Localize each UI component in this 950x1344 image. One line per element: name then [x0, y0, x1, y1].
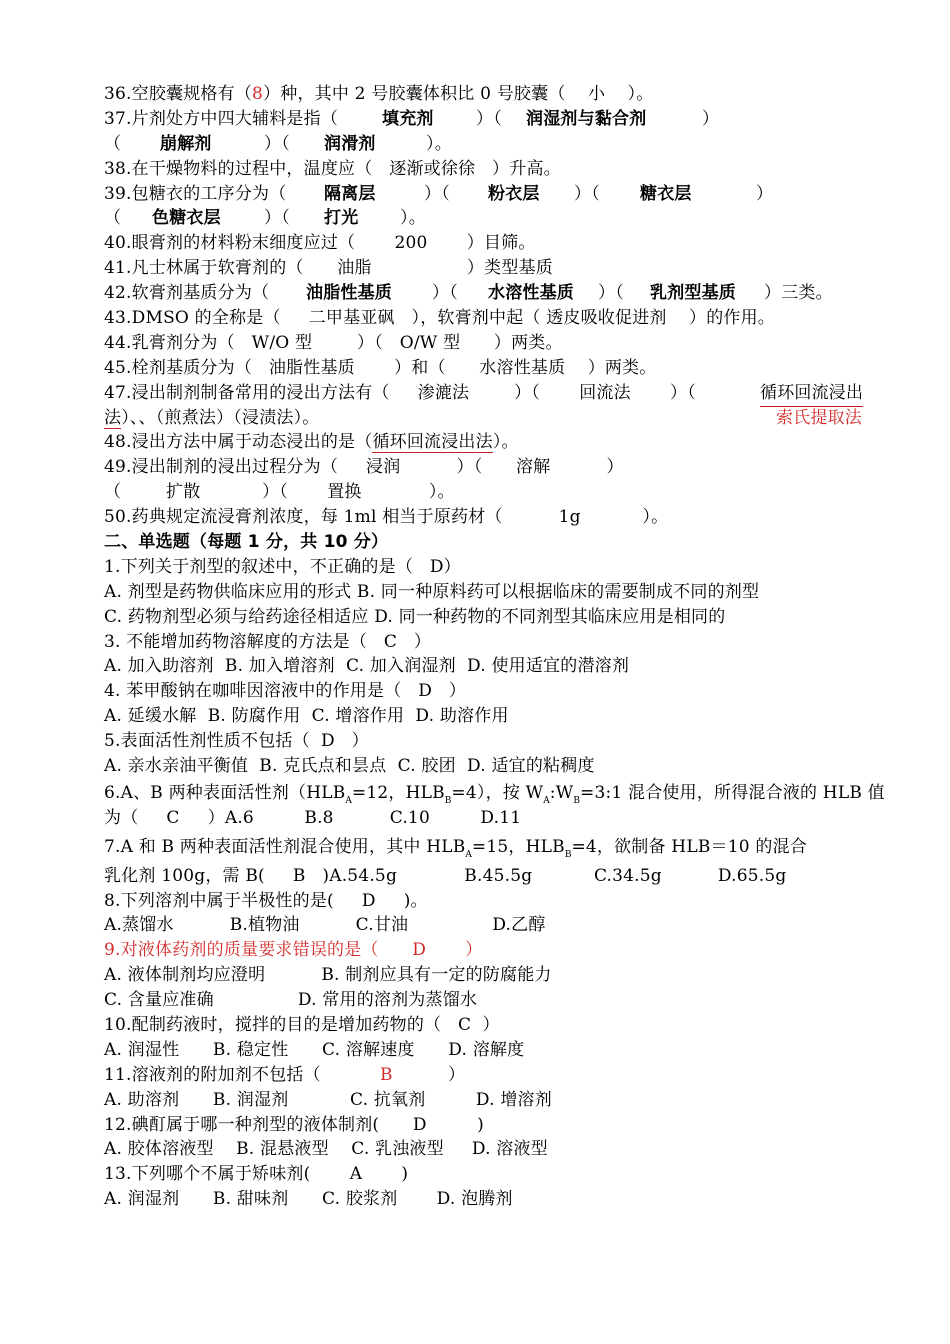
q49: 49.浸出制剂的浸出过程分为（ 浸润 ）（ 溶解 ） [104, 457, 624, 478]
q36: 36.空胶囊规格有（8）种，其中 2 号胶囊体积比 0 号胶囊（ 小 ）。 [104, 84, 654, 104]
answer: 色糖衣层 [152, 208, 221, 229]
answer: B [380, 1064, 393, 1085]
answer: 乳剂型基质 [650, 283, 736, 304]
s12-question: 12.碘酊属于哪一种剂型的液体制剂( D ) [104, 1114, 484, 1135]
q39: 39.包糖衣的工序分为（ 隔离层 ）（ 粉衣层 ）（ 糖衣层 ） [104, 182, 904, 207]
s9-options-2: C. 含量应准确 D. 常用的溶剂为蒸馏水 [104, 990, 478, 1011]
answer: 糖衣层 [640, 183, 692, 204]
answer: 润滑剂 [324, 133, 376, 154]
s5-question: 5.表面活性剂性质不包括（ D ） [104, 731, 369, 752]
s1-question: 1.下列关于剂型的叙述中，不正确的是（ D） [104, 556, 461, 577]
s13-options: A. 润湿剂 B. 甜味剂 C. 胶浆剂 D. 泡腾剂 [104, 1189, 513, 1210]
answer: 油脂性基质 [306, 283, 392, 304]
s10-question: 10.配制药液时，搅拌的目的是增加药物的（ C ） [104, 1014, 500, 1035]
annotation-underline: 循环回流浸出 [760, 381, 863, 407]
document-body [104, 82, 904, 1212]
answer: 打光 [324, 208, 359, 229]
s1-options-2: C. 药物剂型必须与给药途径相适应 D. 同一种药物的不同剂型其临床应用是相同的 [104, 606, 726, 627]
s4-options: A. 延缓水解 B. 防腐作用 C. 增溶作用 D. 助溶作用 [104, 706, 509, 727]
s5-options: A. 亲水亲油平衡值 B. 克氏点和昙点 C. 胶团 D. 适宜的粘稠度 [104, 756, 595, 777]
s3-options: A. 加入助溶剂 B. 加入增溶剂 C. 加入润湿剂 D. 使用适宜的潜溶剂 [104, 656, 630, 677]
section-title-single-choice: 二、单选题（每题 1 分，共 10 分） [104, 532, 389, 553]
s7-options: 乳化剂 100g，需 B( B )A.54.5g B.45.5g C.34.5g D.65.5g [104, 865, 787, 886]
q48: 48.浸出方法中属于动态浸出的是（循环回流浸出法）。 [104, 432, 519, 453]
s9-question: 9.对液体药剂的质量要求错误的是（ D ） [104, 940, 483, 961]
q47: 47.浸出制剂制备常用的浸出方法有（ 渗漉法 ）（ 回流法 ）（ 循环回流浸出 [104, 381, 904, 406]
s13-question: 13.下列哪个不属于矫味剂( A ) [104, 1164, 409, 1185]
s10-options: A. 润湿性 B. 稳定性 C. 溶解速度 D. 溶解度 [104, 1039, 525, 1060]
s6-options: 为（ C ）A.6 B.8 C.10 D.11 [104, 807, 522, 828]
answer: 崩解剂 [160, 133, 212, 154]
s3-question: 3. 不能增加药物溶解度的方法是（ C ） [104, 631, 432, 652]
answer: 粉衣层 [488, 183, 540, 204]
answer: 润湿剂与黏合剂 [526, 108, 647, 129]
q37: 37.片剂处方中四大辅料是指（ 填充剂 ）（ 润湿剂与黏合剂 ） [104, 107, 904, 132]
s7-question: 7.A 和 B 两种表面活性剂混合使用，其中 $HLB_A=15$，$HLB_B=4$，欲制备 HLB＝10 的混合 [104, 836, 807, 860]
s11-options: A. 助溶剂 B. 润湿剂 C. 抗氧剂 D. 增溶剂 [104, 1089, 552, 1110]
q42: 42.软膏剂基质分为（ 油脂性基质 ）（ 水溶性基质 ）（ 乳剂型基质 ）三类。 [104, 281, 904, 306]
q44: 44.乳膏剂分为（ W/O 型 ）（ O/W 型 ）两类。 [104, 332, 563, 353]
s12-options: A. 胶体溶液型 B. 混悬液型 C. 乳浊液型 D. 溶液型 [104, 1139, 548, 1160]
s9-options-1: A. 液体制剂均应澄明 B. 制剂应具有一定的防腐能力 [104, 965, 552, 986]
q37-cont: （ 崩解剂 ）（ 润滑剂 ）。 [104, 132, 904, 157]
q38: 38.在干燥物料的过程中，温度应（ 逐渐或徐徐 ）升高。 [104, 158, 561, 179]
q45: 45.栓剂基质分为（ 油脂性基质 ）和（ 水溶性基质 ）两类。 [104, 357, 657, 378]
answer: 填充剂 [382, 108, 434, 129]
answer: 8 [252, 84, 264, 104]
q41: 41.凡士林属于软膏剂的（ 油脂 ）类型基质 [104, 258, 553, 279]
q50: 50.药典规定流浸膏剂浓度，每 1ml 相当于原药材（ 1g ）。 [104, 507, 669, 528]
s4-question: 4. 苯甲酸钠在咖啡因溶液中的作用是（ D ） [104, 681, 467, 702]
q43: 43.DMSO 的全称是（ 二甲基亚砜 ），软膏剂中起（ 透皮吸收促进剂 ）的作用。 [104, 308, 776, 329]
s1-options-1: A. 剂型是药物供临床应用的形式 B. 同一种原料药可以根据临床的需要制成不同的剂型 [104, 581, 760, 602]
answer: 隔离层 [324, 183, 376, 204]
handwritten-note: 索氏提取法 [776, 407, 862, 428]
s8-question: 8.下列溶剂中属于半极性的是( D )。 [104, 890, 428, 911]
s6-question: 6.A、B 两种表面活性剂（$HLB_A=12$，$HLB_B=4$），按 $W_A:W_B=3:1$ 混合使用，所得混合液的 HLB 值 [104, 782, 885, 806]
answer: 水溶性基质 [488, 283, 574, 304]
s8-options: A.蒸馏水 B.植物油 C.甘油 D.乙醇 [104, 915, 546, 936]
answer: 循环回流浸出法 [372, 432, 493, 453]
q40: 40.眼膏剂的材料粉末细度应过（ 200 ）目筛。 [104, 233, 536, 254]
q49-cont: （ 扩散 ）（ 置换 ）。 [104, 482, 455, 503]
q39-cont: （ 色糖衣层 ）（ 打光 ）。 [104, 206, 904, 231]
s11-question: 11.溶液剂的附加剂不包括（ B ） [104, 1063, 904, 1088]
q47-cont: 法）、、（煎煮法）（浸渍法）。 索氏提取法 [104, 406, 904, 431]
